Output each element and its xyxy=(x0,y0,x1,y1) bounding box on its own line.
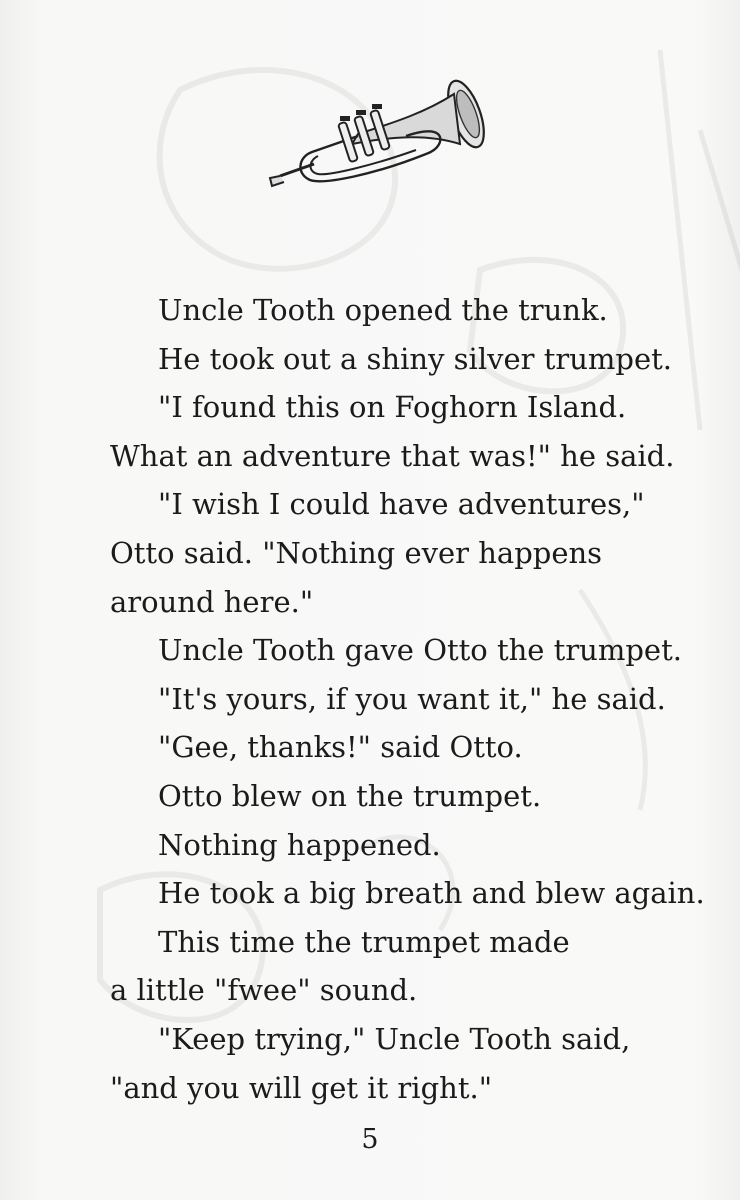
story-text xyxy=(110,286,710,1112)
text-line: a little "fwee" sound. xyxy=(110,973,418,1008)
text-line: "It's yours, if you want it," he said. xyxy=(158,681,666,716)
text-line: "Keep trying," Uncle Tooth said, xyxy=(158,1021,631,1056)
text-line: He took out a shiny silver trumpet. xyxy=(158,341,673,376)
text-line: Nothing happened. xyxy=(158,827,441,862)
text-line: Otto blew on the trumpet. xyxy=(158,778,542,813)
trumpet-icon xyxy=(266,64,490,194)
text-line: "Gee, thanks!" said Otto. xyxy=(158,730,523,765)
text-line: "I found this on Foghorn Island. xyxy=(158,390,627,425)
page-number: 5 xyxy=(361,1124,379,1155)
text-line: around here." xyxy=(110,584,314,619)
text-line: Uncle Tooth opened the trunk. xyxy=(158,293,608,327)
text-line: He took a big breath and blew again. xyxy=(158,876,705,911)
text-line: What an adventure that was!" he said. xyxy=(110,438,675,473)
text-line: Otto said. "Nothing ever happens xyxy=(110,535,603,570)
text-line: "and you will get it right." xyxy=(110,1070,493,1105)
text-line: This time the trumpet made xyxy=(158,924,570,959)
text-line: "I wish I could have adventures," xyxy=(158,487,645,522)
text-line: Uncle Tooth gave Otto the trumpet. xyxy=(158,633,682,668)
